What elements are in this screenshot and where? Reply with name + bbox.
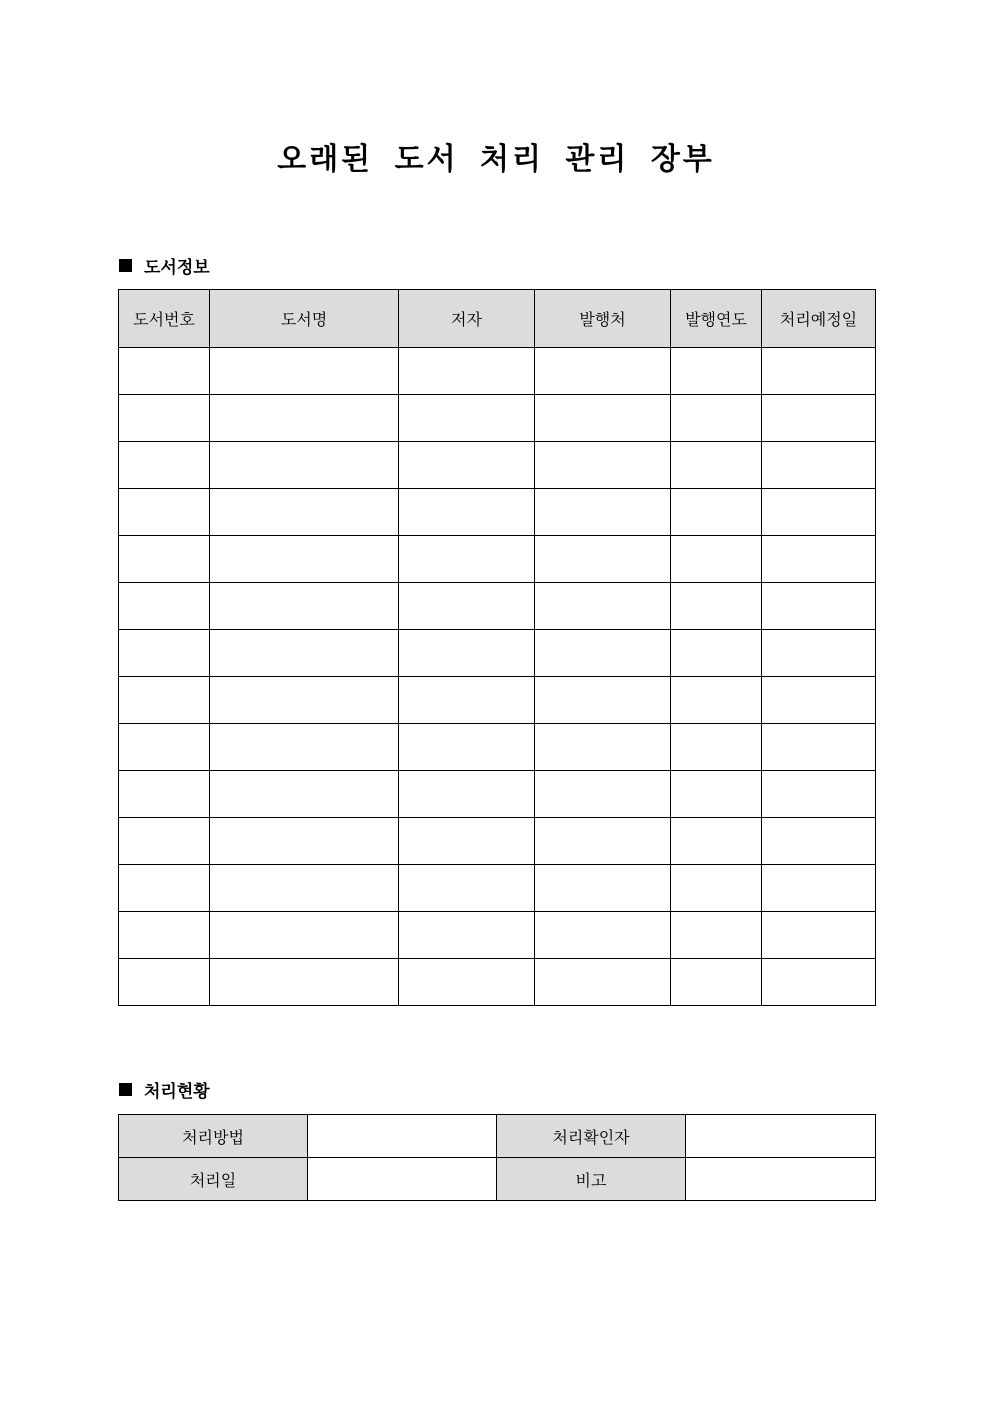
book-title-cell[interactable] bbox=[210, 959, 399, 1006]
disposal-method-label: 처리방법 bbox=[119, 1115, 308, 1158]
publish-year-cell[interactable] bbox=[671, 442, 762, 489]
table-row bbox=[119, 912, 876, 959]
book-number-cell[interactable] bbox=[119, 583, 210, 630]
table-row bbox=[119, 583, 876, 630]
scheduled-date-cell[interactable] bbox=[762, 489, 876, 536]
author-cell[interactable] bbox=[399, 677, 535, 724]
book-title-cell[interactable] bbox=[210, 489, 399, 536]
publisher-cell[interactable] bbox=[535, 348, 671, 395]
table-row bbox=[119, 865, 876, 912]
note-value[interactable] bbox=[686, 1158, 876, 1201]
disposal-date-value[interactable] bbox=[308, 1158, 497, 1201]
disposal-checker-label: 처리확인자 bbox=[497, 1115, 686, 1158]
disposal-date-label: 처리일 bbox=[119, 1158, 308, 1201]
scheduled-date-cell[interactable] bbox=[762, 442, 876, 489]
book-number-cell[interactable] bbox=[119, 818, 210, 865]
column-header-book-number: 도서번호 bbox=[119, 290, 210, 348]
publisher-cell[interactable] bbox=[535, 959, 671, 1006]
scheduled-date-cell[interactable] bbox=[762, 395, 876, 442]
book-title-cell[interactable] bbox=[210, 818, 399, 865]
author-cell[interactable] bbox=[399, 724, 535, 771]
table-row bbox=[119, 348, 876, 395]
column-header-author: 저자 bbox=[399, 290, 535, 348]
scheduled-date-cell[interactable] bbox=[762, 536, 876, 583]
author-cell[interactable] bbox=[399, 348, 535, 395]
author-cell[interactable] bbox=[399, 912, 535, 959]
book-title-cell[interactable] bbox=[210, 630, 399, 677]
book-number-cell[interactable] bbox=[119, 442, 210, 489]
square-bullet-icon bbox=[119, 259, 132, 272]
book-title-cell[interactable] bbox=[210, 912, 399, 959]
book-number-cell[interactable] bbox=[119, 489, 210, 536]
table-row bbox=[119, 677, 876, 724]
publisher-cell[interactable] bbox=[535, 818, 671, 865]
disposal-status-heading-label: 처리현황 bbox=[144, 1082, 210, 1102]
author-cell[interactable] bbox=[399, 489, 535, 536]
book-number-cell[interactable] bbox=[119, 395, 210, 442]
book-info-heading-label: 도서정보 bbox=[144, 258, 210, 278]
book-title-cell[interactable] bbox=[210, 395, 399, 442]
publisher-cell[interactable] bbox=[535, 912, 671, 959]
scheduled-date-cell[interactable] bbox=[762, 583, 876, 630]
scheduled-date-cell[interactable] bbox=[762, 771, 876, 818]
disposal-status-table bbox=[118, 1114, 876, 1201]
table-row bbox=[119, 818, 876, 865]
book-title-cell[interactable] bbox=[210, 724, 399, 771]
table-row bbox=[119, 442, 876, 489]
book-info-header-row bbox=[119, 290, 876, 348]
scheduled-date-cell[interactable] bbox=[762, 677, 876, 724]
book-number-cell[interactable] bbox=[119, 865, 210, 912]
book-number-cell[interactable] bbox=[119, 677, 210, 724]
table-row bbox=[119, 630, 876, 677]
publisher-cell[interactable] bbox=[535, 630, 671, 677]
book-info-heading bbox=[119, 253, 210, 278]
publish-year-cell[interactable] bbox=[671, 677, 762, 724]
author-cell[interactable] bbox=[399, 771, 535, 818]
page-title: 오래된 도서 처리 관리 장부 bbox=[277, 142, 715, 177]
publisher-cell[interactable] bbox=[535, 865, 671, 912]
publish-year-cell[interactable] bbox=[671, 912, 762, 959]
publish-year-cell[interactable] bbox=[671, 724, 762, 771]
publisher-cell[interactable] bbox=[535, 583, 671, 630]
disposal-checker-value[interactable] bbox=[686, 1115, 876, 1158]
table-row bbox=[119, 771, 876, 818]
scheduled-date-cell[interactable] bbox=[762, 959, 876, 1006]
book-number-cell[interactable] bbox=[119, 536, 210, 583]
book-title-cell[interactable] bbox=[210, 442, 399, 489]
book-number-cell[interactable] bbox=[119, 630, 210, 677]
publisher-cell[interactable] bbox=[535, 771, 671, 818]
publish-year-cell[interactable] bbox=[671, 583, 762, 630]
publish-year-cell[interactable] bbox=[671, 959, 762, 1006]
author-cell[interactable] bbox=[399, 630, 535, 677]
table-row bbox=[119, 489, 876, 536]
author-cell[interactable] bbox=[399, 818, 535, 865]
book-number-cell[interactable] bbox=[119, 912, 210, 959]
book-title-cell[interactable] bbox=[210, 348, 399, 395]
scheduled-date-cell[interactable] bbox=[762, 630, 876, 677]
book-number-cell[interactable] bbox=[119, 724, 210, 771]
scheduled-date-cell[interactable] bbox=[762, 865, 876, 912]
column-header-book-title: 도서명 bbox=[210, 290, 399, 348]
column-header-publish-year: 발행연도 bbox=[671, 290, 762, 348]
author-cell[interactable] bbox=[399, 536, 535, 583]
publish-year-cell[interactable] bbox=[671, 630, 762, 677]
publish-year-cell[interactable] bbox=[671, 536, 762, 583]
column-header-scheduled-date: 처리예정일 bbox=[762, 290, 876, 348]
disposal-status-heading bbox=[119, 1077, 210, 1102]
table-row bbox=[119, 724, 876, 771]
author-cell[interactable] bbox=[399, 959, 535, 1006]
publish-year-cell[interactable] bbox=[671, 771, 762, 818]
publisher-cell[interactable] bbox=[535, 677, 671, 724]
book-title-cell[interactable] bbox=[210, 771, 399, 818]
book-number-cell[interactable] bbox=[119, 959, 210, 1006]
book-number-cell[interactable] bbox=[119, 771, 210, 818]
author-cell[interactable] bbox=[399, 583, 535, 630]
scheduled-date-cell[interactable] bbox=[762, 724, 876, 771]
publisher-cell[interactable] bbox=[535, 489, 671, 536]
author-cell[interactable] bbox=[399, 395, 535, 442]
publisher-cell[interactable] bbox=[535, 395, 671, 442]
book-title-cell[interactable] bbox=[210, 536, 399, 583]
table-row bbox=[119, 1158, 876, 1201]
table-row bbox=[119, 959, 876, 1006]
publish-year-cell[interactable] bbox=[671, 865, 762, 912]
publish-year-cell[interactable] bbox=[671, 489, 762, 536]
table-row bbox=[119, 1115, 876, 1158]
column-header-publisher: 발행처 bbox=[535, 290, 671, 348]
author-cell[interactable] bbox=[399, 865, 535, 912]
scheduled-date-cell[interactable] bbox=[762, 818, 876, 865]
note-label: 비고 bbox=[497, 1158, 686, 1201]
publish-year-cell[interactable] bbox=[671, 395, 762, 442]
book-info-rows bbox=[119, 348, 876, 1006]
publisher-cell[interactable] bbox=[535, 442, 671, 489]
disposal-method-value[interactable] bbox=[308, 1115, 497, 1158]
book-number-cell[interactable] bbox=[119, 348, 210, 395]
publisher-cell[interactable] bbox=[535, 536, 671, 583]
publish-year-cell[interactable] bbox=[671, 818, 762, 865]
author-cell[interactable] bbox=[399, 442, 535, 489]
table-row bbox=[119, 395, 876, 442]
table-row bbox=[119, 536, 876, 583]
scheduled-date-cell[interactable] bbox=[762, 348, 876, 395]
book-title-cell[interactable] bbox=[210, 583, 399, 630]
publish-year-cell[interactable] bbox=[671, 348, 762, 395]
square-bullet-icon bbox=[119, 1083, 132, 1096]
book-title-cell[interactable] bbox=[210, 865, 399, 912]
publisher-cell[interactable] bbox=[535, 724, 671, 771]
scheduled-date-cell[interactable] bbox=[762, 912, 876, 959]
book-title-cell[interactable] bbox=[210, 677, 399, 724]
book-info-table bbox=[118, 289, 876, 1006]
